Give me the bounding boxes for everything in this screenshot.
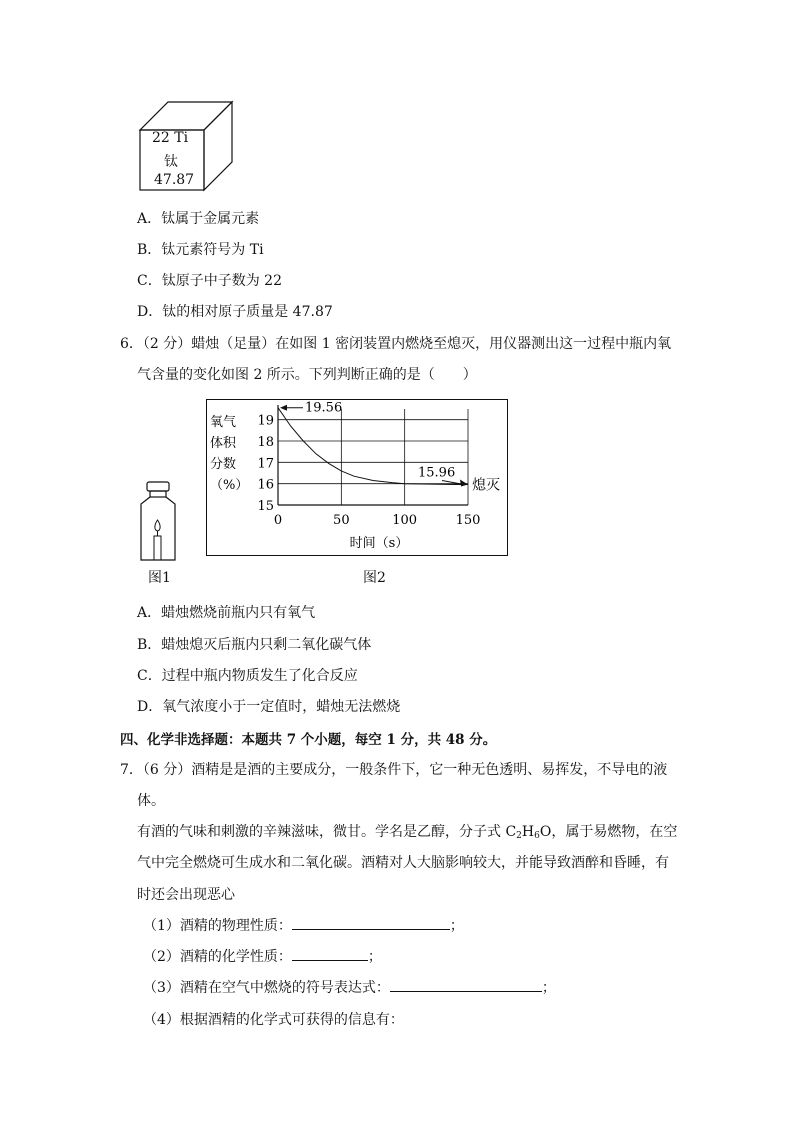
q5-option-b: B．钛元素符号为 Ti [137,242,264,258]
oxygen-chart [206,399,508,556]
arrowhead [460,480,468,487]
x-tick-label: 0 [273,513,283,528]
y-tick-label: 16 [257,477,274,493]
q7-stem-line5: 时还会出现恶心 [137,887,235,903]
y-tick-label: 15 [257,499,274,514]
answer-blank-3[interactable] [390,977,542,992]
q7-sub1: （1）酒精的物理性质： ； [143,915,464,935]
y-tick-label: 19 [257,413,274,429]
element-name: 钛 [164,154,178,170]
q5-option-c: C．钛原子中子数为 22 [137,273,282,289]
q7-stem-line4: 气中完全燃烧可生成水和二氧化碳。酒精对人大脑影响较大，并能导致酒醉和昏睡，有 [137,855,669,871]
answer-blank-1[interactable] [292,915,450,930]
x-tick-label: 150 [455,513,481,528]
x-axis-label: 时间（s） [349,536,409,551]
q5-option-a: A．钛属于金属元素 [137,211,260,227]
q6-option-c: C．过程中瓶内物质发生了化合反应 [137,668,358,684]
q6-stem-line2: 气含量的变化如图 2 所示。下列判断正确的是（ ） [137,367,477,383]
arrowhead [280,405,287,411]
q7-stem-line3: 有酒的气味和刺激的辛辣滋味，微甘。学名是乙醇，分子式 $C_2H_6O$，属于易燃物，在空 [137,824,678,841]
annotation-end-value: 15.96 [418,465,456,481]
q7-sub2: （2）酒精的化学性质： ； [143,946,382,966]
q6-option-b: B．蜡烛熄灭后瓶内只剩二氧化碳气体 [137,637,372,653]
y-axis-label: 氧气 [210,415,237,430]
answer-blank-2[interactable] [292,946,368,961]
q7-stem-line2: 体。 [137,793,165,809]
y-tick-label: 18 [257,435,274,450]
q6-stem-line1: 6．（2 分）蜡烛（足量）在如图 1 密闭装置内燃烧至熄灭，用仪器测出这一过程中瓶内氧 [120,336,672,352]
y-axis-label: 分数 [210,457,237,472]
q7-sub3: （3）酒精在空气中燃烧的符号表达式： ； [143,977,556,997]
fig2-caption: 图2 [363,570,386,586]
annotation-start-value: 19.56 [305,400,343,416]
section4-heading: 四、化学非选择题：本题共 7 个小题，每空 1 分，共 48 分。 [120,732,497,748]
q5-option-d: D．钛的相对原子质量是 47.87 [137,304,333,320]
x-tick-label: 50 [333,513,350,528]
x-tick-label: 100 [392,513,418,528]
element-number-symbol: 22 Ti [152,130,189,146]
q6-option-a: A．蜡烛燃烧前瓶内只有氧气 [137,605,316,621]
fig1-caption: 图1 [148,570,171,586]
q7-stem-line1: 7．（6 分）酒精是是酒的主要成分，一般条件下，它一种无色透明、易挥发，不导电的液 [120,762,668,778]
y-axis-label: 体积 [210,436,237,451]
element-mass: 47.87 [154,172,195,188]
y-axis-label: （%） [210,478,249,493]
annotation-extinguish: 熄灭 [472,477,500,494]
y-tick-label: 17 [257,456,274,472]
q7-sub4: （4）根据酒精的化学式可获得的信息有： [143,1012,404,1028]
bottle-candle-figure [136,478,180,562]
q6-option-d: D．氧气浓度小于一定值时，蜡烛无法燃烧 [137,699,401,715]
